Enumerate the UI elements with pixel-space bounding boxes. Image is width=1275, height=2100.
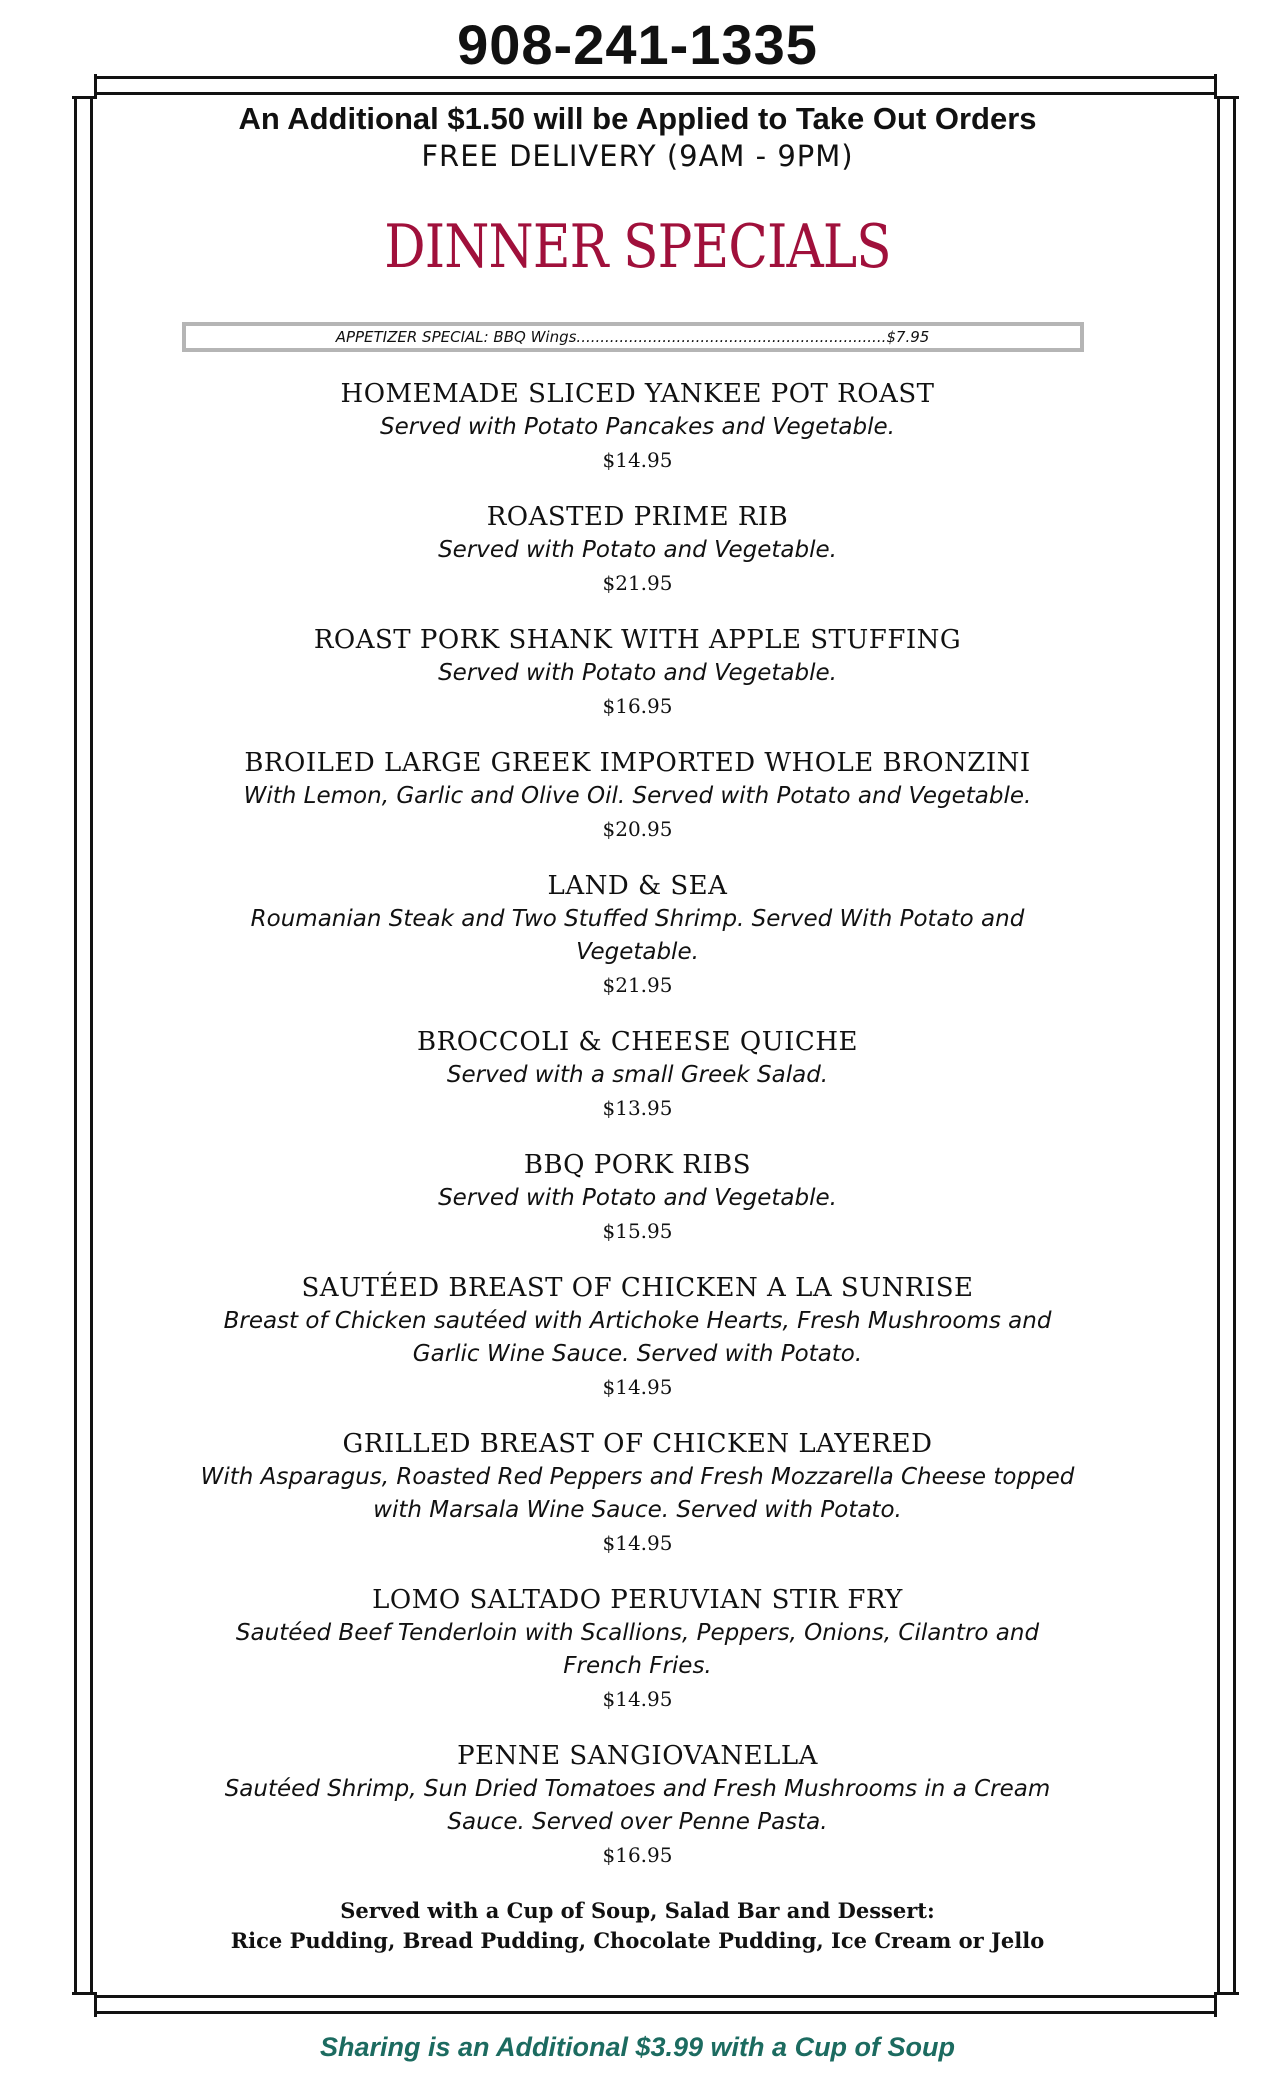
menu-item [110,1272,1165,1404]
menu-item-description: With Asparagus, Roasted Red Peppers and Fresh Mozzarella Cheese topped with Marsala Wine Sauce. Served with Potato. [200,1463,1075,1523]
menu-item-name: GRILLED BREAST OF CHICKEN LAYERED [342,1428,933,1459]
menu-item-description: Sautéed Shrimp, Sun Dried Tomatoes and Fresh Mushrooms in a Cream Sauce. Served over Penne Pasta. [224,1775,1051,1835]
frame-corner-bottom-right [1214,1992,1239,2017]
menu-item-name: ROASTED PRIME RIB [486,501,789,532]
menu-item [110,378,1165,477]
appetizer-special-box [182,322,1084,352]
sharing-notice: Sharing is an Additional $3.99 with a Cup of Soup [319,2032,956,2062]
menu-item-name: SAUTÉED BREAST OF CHICKEN A LA SUNRISE [301,1272,974,1303]
menu-item-price: $16.95 [602,1842,673,1867]
menu-item-name: PENNE SANGIOVANELLA [457,1740,818,1771]
menu-item-description: Sautéed Beef Tenderloin with Scallions, Peppers, Onions, Cilantro and French Fries. [235,1619,1040,1679]
menu-item-price: $14.95 [602,1374,673,1399]
menu-item [110,747,1165,846]
menu-content [110,96,1165,1956]
phone-number: 908-241-1335 [457,13,818,76]
menu-item [110,1584,1165,1716]
menu-item-price: $20.95 [602,816,673,841]
menu-item-name: BROCCOLI & CHEESE QUICHE [417,1026,858,1057]
menu-list [110,378,1165,1872]
menu-item-name: BBQ PORK RIBS [523,1149,752,1180]
menu-item-name: ROAST PORK SHANK WITH APPLE STUFFING [313,624,962,655]
frame-corner-top-right [1214,74,1239,99]
menu-item-description: With Lemon, Garlic and Olive Oil. Served with Potato and Vegetable. [243,782,1032,809]
menu-item-price: $14.95 [602,447,673,472]
menu-item-price: $13.95 [602,1095,673,1120]
frame-corner-top-left [72,74,97,99]
menu-item-name: LAND & SEA [547,870,728,901]
menu-item-description: Roumanian Steak and Two Stuffed Shrimp. Served With Potato and Vegetable. [250,905,1025,965]
menu-item-name: BROILED LARGE GREEK IMPORTED WHOLE BRONZINI [244,747,1031,778]
menu-item-description: Served with Potato and Vegetable. [438,1184,837,1211]
menu-item [110,1428,1165,1560]
menu-item-price: $15.95 [602,1218,673,1243]
menu-item-description: Served with Potato and Vegetable. [438,659,837,686]
menu-item [110,1149,1165,1248]
menu-item [110,501,1165,600]
menu-item-description: Served with a small Greek Salad. [446,1061,829,1088]
menu-item-price: $14.95 [602,1530,673,1555]
menu-item [110,624,1165,723]
included-with-meal-note [110,1896,1165,1956]
menu-item [110,870,1165,1002]
menu-item [110,1740,1165,1872]
menu-item-price: $21.95 [602,972,673,997]
included-with-meal-line-1: Served with a Cup of Soup, Salad Bar and Dessert: [340,1897,935,1923]
menu-item-name: LOMO SALTADO PERUVIAN STIR FRY [372,1584,903,1615]
menu-item-price: $14.95 [602,1686,673,1711]
menu-item [110,1026,1165,1125]
menu-item-description: Served with Potato and Vegetable. [438,536,837,563]
included-with-meal-line-2: Rice Pudding, Bread Pudding, Chocolate Pudding, Ice Cream or Jello [230,1927,1045,1953]
takeout-notice: An Additional $1.50 will be Applied to Take Out Orders [238,101,1037,136]
menu-item-description: Breast of Chicken sautéed with Artichoke Hearts, Fresh Mushrooms and Garlic Wine Sauce. Served with Potato. [223,1307,1052,1367]
menu-item-description: Served with Potato Pancakes and Vegetable. [380,413,895,440]
delivery-notice: FREE DELIVERY (9AM - 9PM) [421,139,854,174]
menu-item-price: $21.95 [602,570,673,595]
frame-corner-bottom-left [72,1992,97,2017]
menu-item-name: HOMEMADE SLICED YANKEE POT ROAST [340,378,935,409]
page-title: DINNER SPECIALS [384,211,891,282]
appetizer-special-text: APPETIZER SPECIAL: BBQ Wings.................................................................$7.95 [335,327,930,346]
menu-item-price: $16.95 [602,693,673,718]
